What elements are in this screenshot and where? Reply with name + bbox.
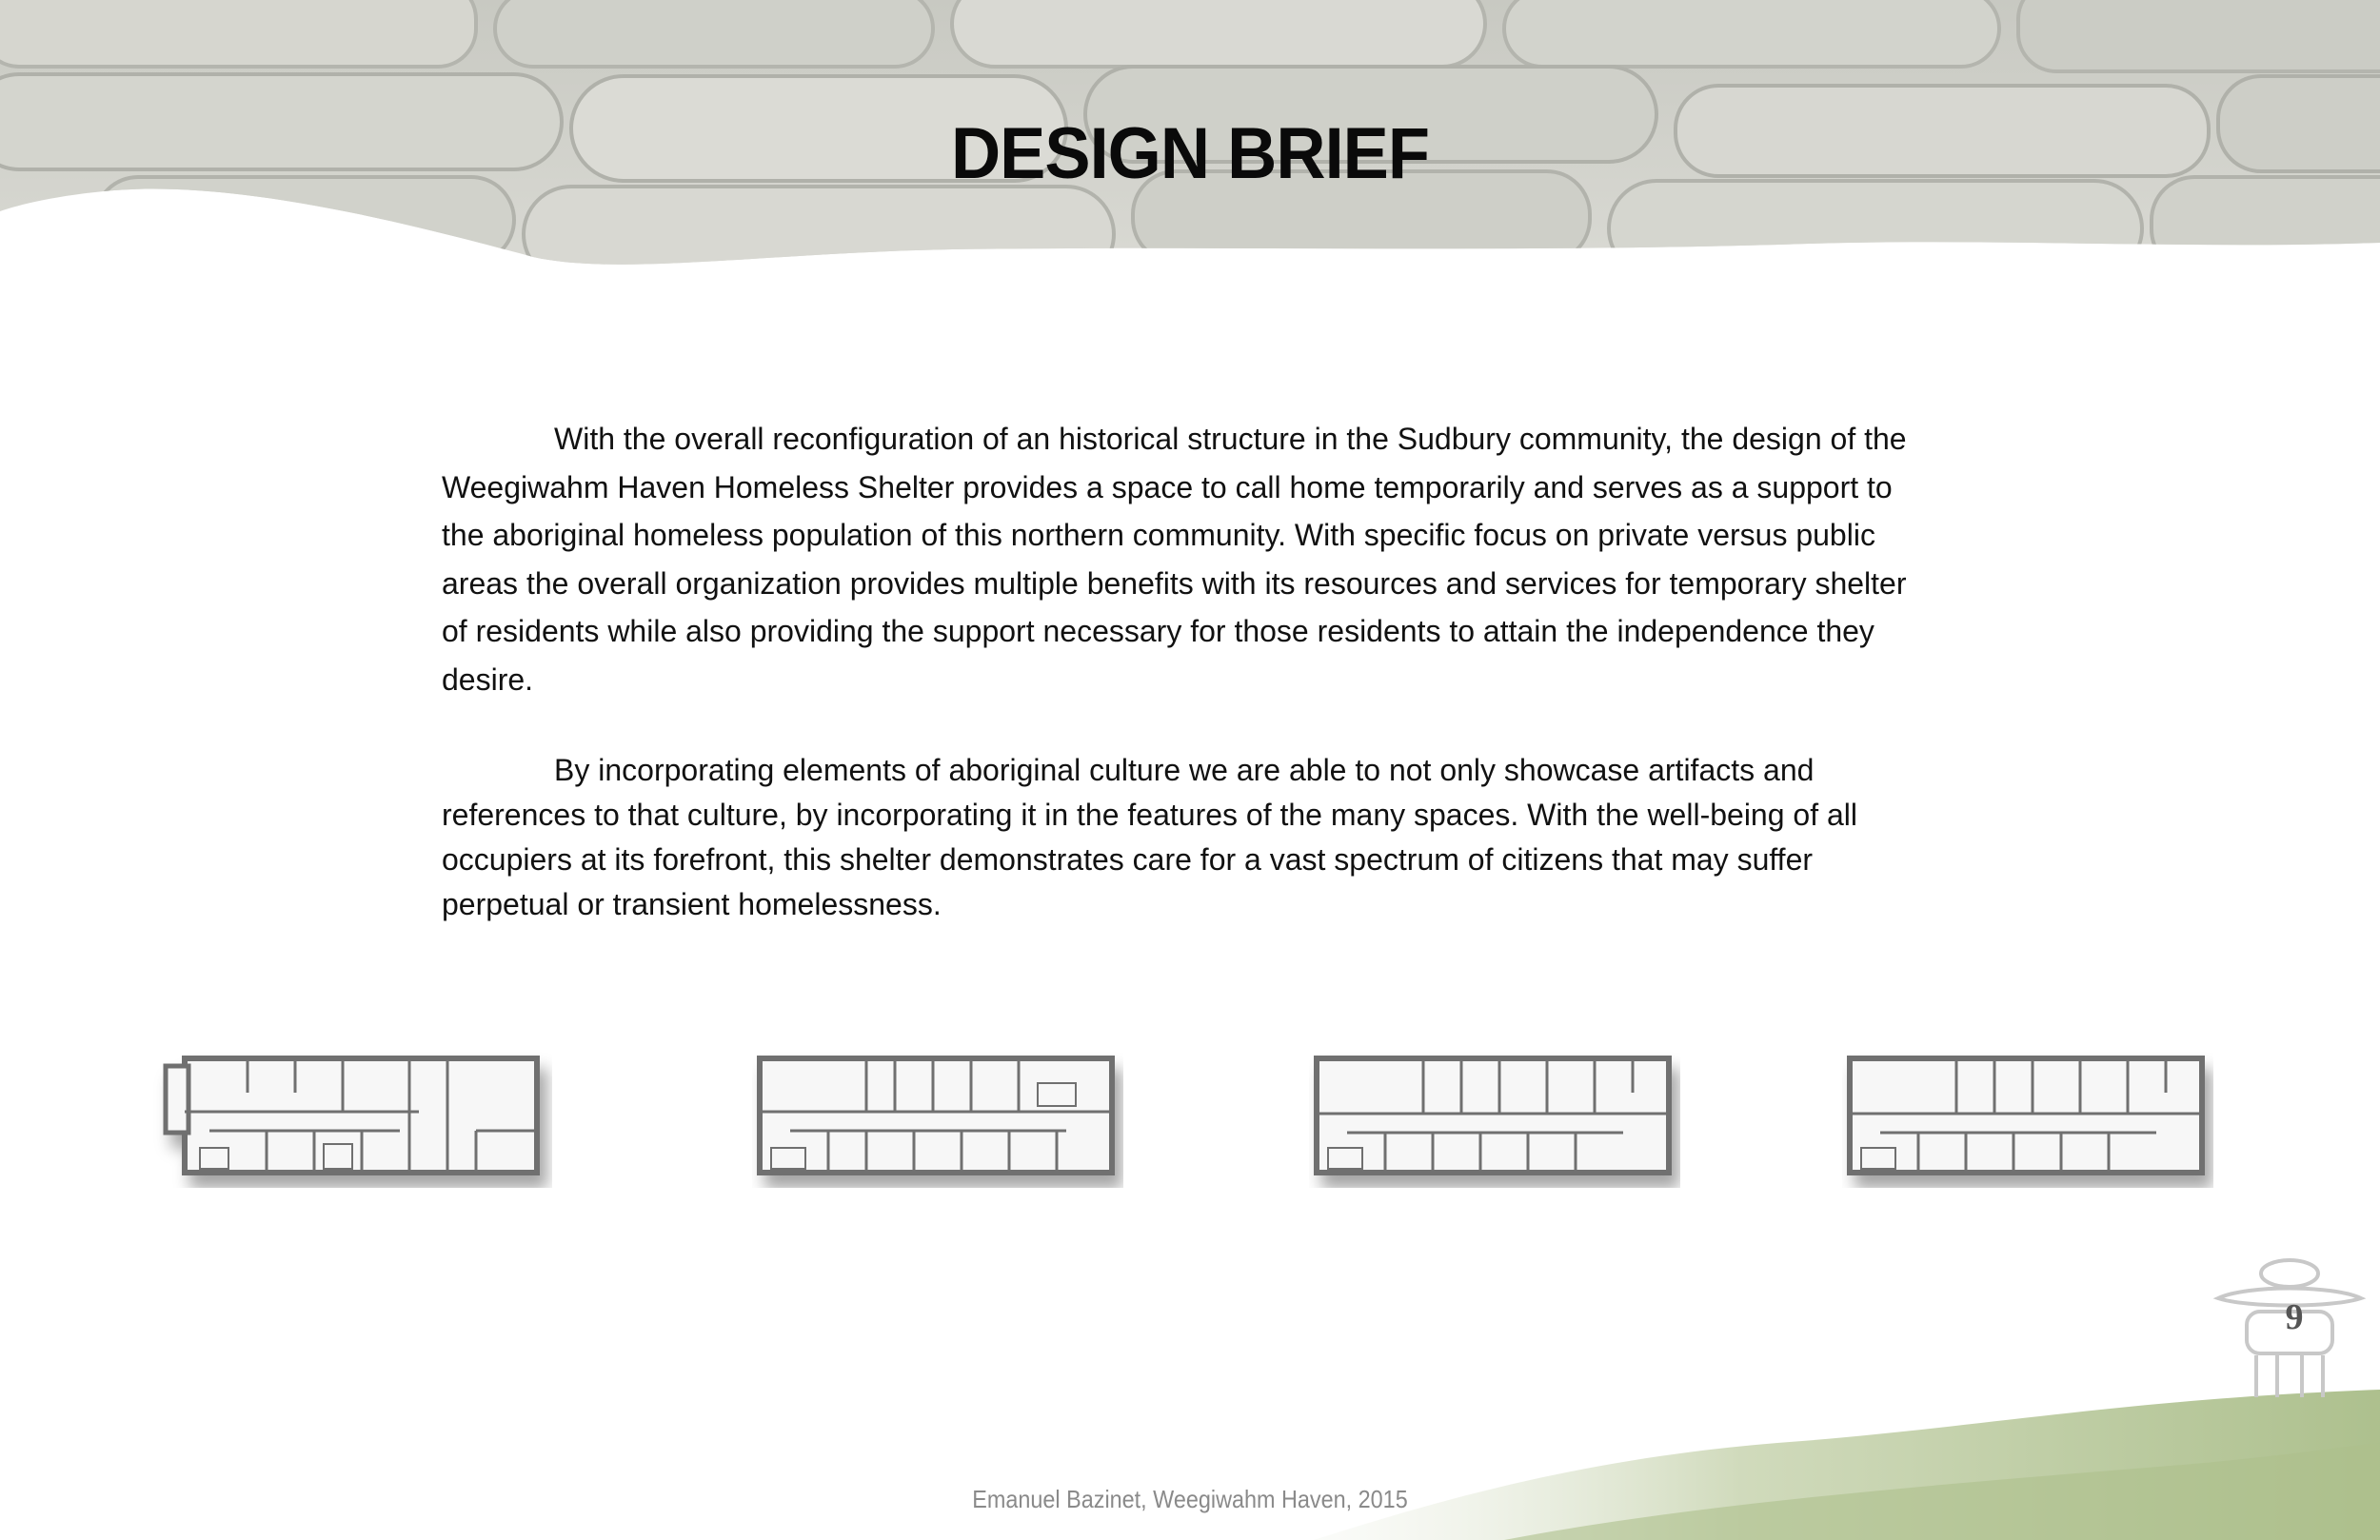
- floor-plan-1-icon: [152, 1045, 552, 1188]
- paragraph-1: With the overall reconfiguration of an historical structure in the Sudbury community, the design of the Weegiwahm Haven Homeless Shelter provides a space to call home temporarily and serves as a support to the aboriginal homeless population of this northern community. With specific focus on private versus public areas the overall organization provides multiple benefits with its resources and services for temporary shelter of residents while also providing the support necessary for those residents to attain the independence they desire.: [442, 422, 1907, 697]
- floor-plan-2-icon: [752, 1045, 1123, 1188]
- page-title: DESIGN BRIEF: [950, 113, 1430, 194]
- body-text: [442, 415, 1927, 927]
- footer-credit: Emanuel Bazinet, Weegiwahm Haven, 2015: [972, 1485, 1408, 1513]
- floor-plan-3-icon: [1309, 1045, 1680, 1188]
- paragraph-2: By incorporating elements of aboriginal culture we are able to not only showcase artifacts and references to that culture, by incorporating it in the features of the many spaces. With the well-being of all occupiers at its forefront, this shelter demonstrates care for a vast spectrum of citizens that may suffer perpetual or transient homelessness.: [442, 753, 1857, 921]
- page-number: 9: [2285, 1297, 2304, 1337]
- floor-plan-4-icon: [1842, 1045, 2213, 1188]
